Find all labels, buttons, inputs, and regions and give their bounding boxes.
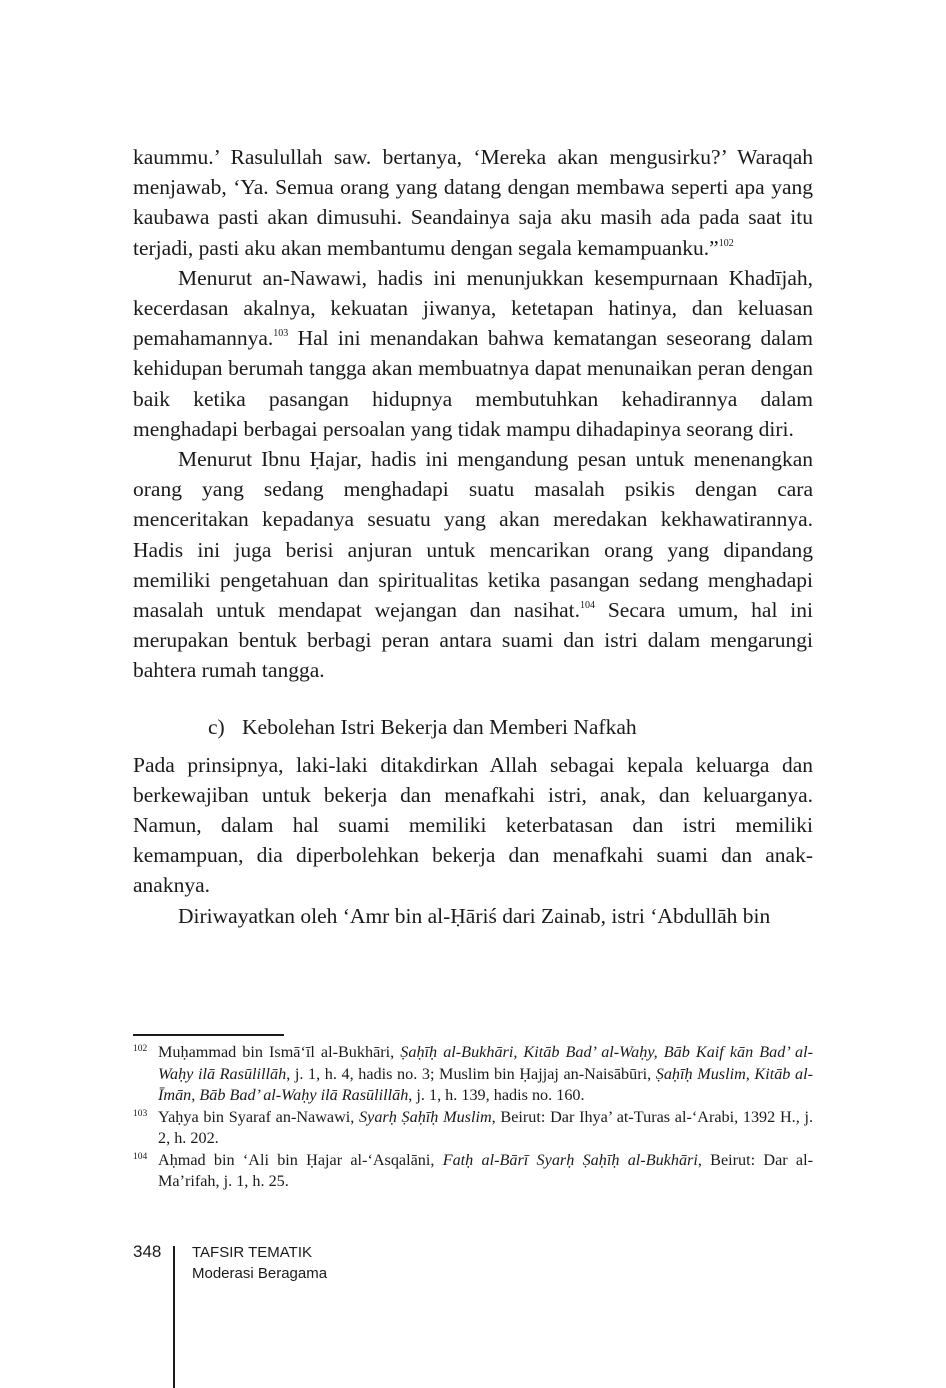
paragraph-1: kaummu.’ Rasulullah saw. bertanya, ‘Mereka akan mengusirku?’ Waraqah menjawab, ‘Ya. Semua orang yang datang dengan membawa seperti apa yang kaubawa pasti akan dimusuhi. Seandainya saja aku masih ada pada saat itu terjadi, pasti aku akan membantumu dengan segala kemampuanku.”$^{102}$: [133, 145, 813, 260]
page-number: 348: [133, 1242, 162, 1261]
footnote-number: 103: [133, 1108, 148, 1119]
page-body: [133, 142, 813, 931]
book-subtitle: Moderasi Beragama: [192, 1265, 328, 1282]
footnotes: [133, 1042, 813, 1193]
footnote-ref-102[interactable]: 102: [718, 237, 734, 249]
heading-marker: c): [208, 714, 225, 739]
footnote-number: 102: [133, 1044, 148, 1054]
footnote-ref-103[interactable]: 103: [273, 328, 289, 340]
footnote-102: 102 Muḥammad bin Ismā‘īl al-Bukhāri, Ṣaḥīḥ al-Bukhāri, Kitāb Bad’ al-Waḥy, Bāb Kaif kān Bad’ al-Waḥy ilā Rasūlillāh, j. 1, h. 4, hadis no. 3; Muslim bin Ḥajjaj an-Naisābūri, Ṣaḥīḥ Muslim, Kitāb al-Īmān, Bāb Bad’ al-Waḥy ilā Rasūlillāh, j. 1, h. 139, hadis no. 160.: [133, 1042, 813, 1107]
footnote-ref-104[interactable]: 104: [579, 600, 595, 612]
book-title: TAFSIR TEMATIK: [192, 1244, 313, 1261]
paragraph-2: Menurut an-Nawawi, hadis ini menunjukkan kesempurnaan Khadījah, kecerdasan akalnya, kekuatan jiwanya, ketetapan hatinya, dan keluasan pemahamannya.$^{103}$ Hal ini menandakan bahwa kematangan seseorang dalam kehidupan berumah tangga akan membuatnya dapat menunaikan peran dengan baik ketika pasangan hidupnya membutuhkan kehadirannya dalam menghadapi berbagai persoalan yang tidak mampu dihadapinya seorang diri.: [133, 265, 813, 441]
footnote-number: 104: [133, 1151, 148, 1162]
section-heading: [208, 712, 813, 742]
paragraph-3: Menurut Ibnu Ḥajar, hadis ini mengandung pesan untuk menenangkan orang yang sedang menghadapi suatu masalah psikis dengan cara menceritakan kepadanya sesuatu yang akan meredakan kekhawatirannya. Hadis ini juga berisi anjuran untuk mencarikan orang yang dipandang memiliki pengetahuan dan spiritualitas ketika pasangan sedang menghadapi masalah untuk mendapat wejangan dan nasihat.$^{104}$ Secara umum, hal ini merupakan bentuk berbagi peran antara suami dan istri dalam mengarungi bahtera rumah tangga.: [133, 447, 813, 683]
heading-text: Kebolehan Istri Bekerja dan Memberi Nafkah: [242, 714, 637, 739]
running-footer: [192, 1242, 327, 1284]
footnote-divider: [133, 1034, 284, 1036]
paragraph-5: Diriwayatkan oleh ‘Amr bin al-Ḥāriś dari Zainab, istri ‘Abdullāh bin: [178, 903, 771, 928]
paragraph-4: Pada prinsipnya, laki-laki ditakdirkan Allah sebagai kepala keluarga dan berkewajiban untuk bekerja dan menafkahi istri, anak, dan keluarganya. Namun, dalam hal suami memiliki keterbatasan dan istri memiliki kemampuan, dia diperbolehkan bekerja dan menafkahi suami dan anak-anaknya.: [133, 752, 813, 898]
footnote-103: 103 Yaḥya bin Syaraf an-Nawawi, Syarḥ Ṣaḥīḥ Muslim, Beirut: Dar Ihya’ at-Turas al-‘Arabi, 1392 H., j. 2, h. 202.: [133, 1107, 813, 1150]
footer-divider: [173, 1246, 175, 1388]
footnote-104: 104 Aḥmad bin ‘Ali bin Ḥajar al-‘Asqalāni, Fatḥ al-Bārī Syarḥ Ṣaḥīḥ al-Bukhāri, Beirut: Dar al-Ma’rifah, j. 1, h. 25.: [133, 1150, 813, 1193]
